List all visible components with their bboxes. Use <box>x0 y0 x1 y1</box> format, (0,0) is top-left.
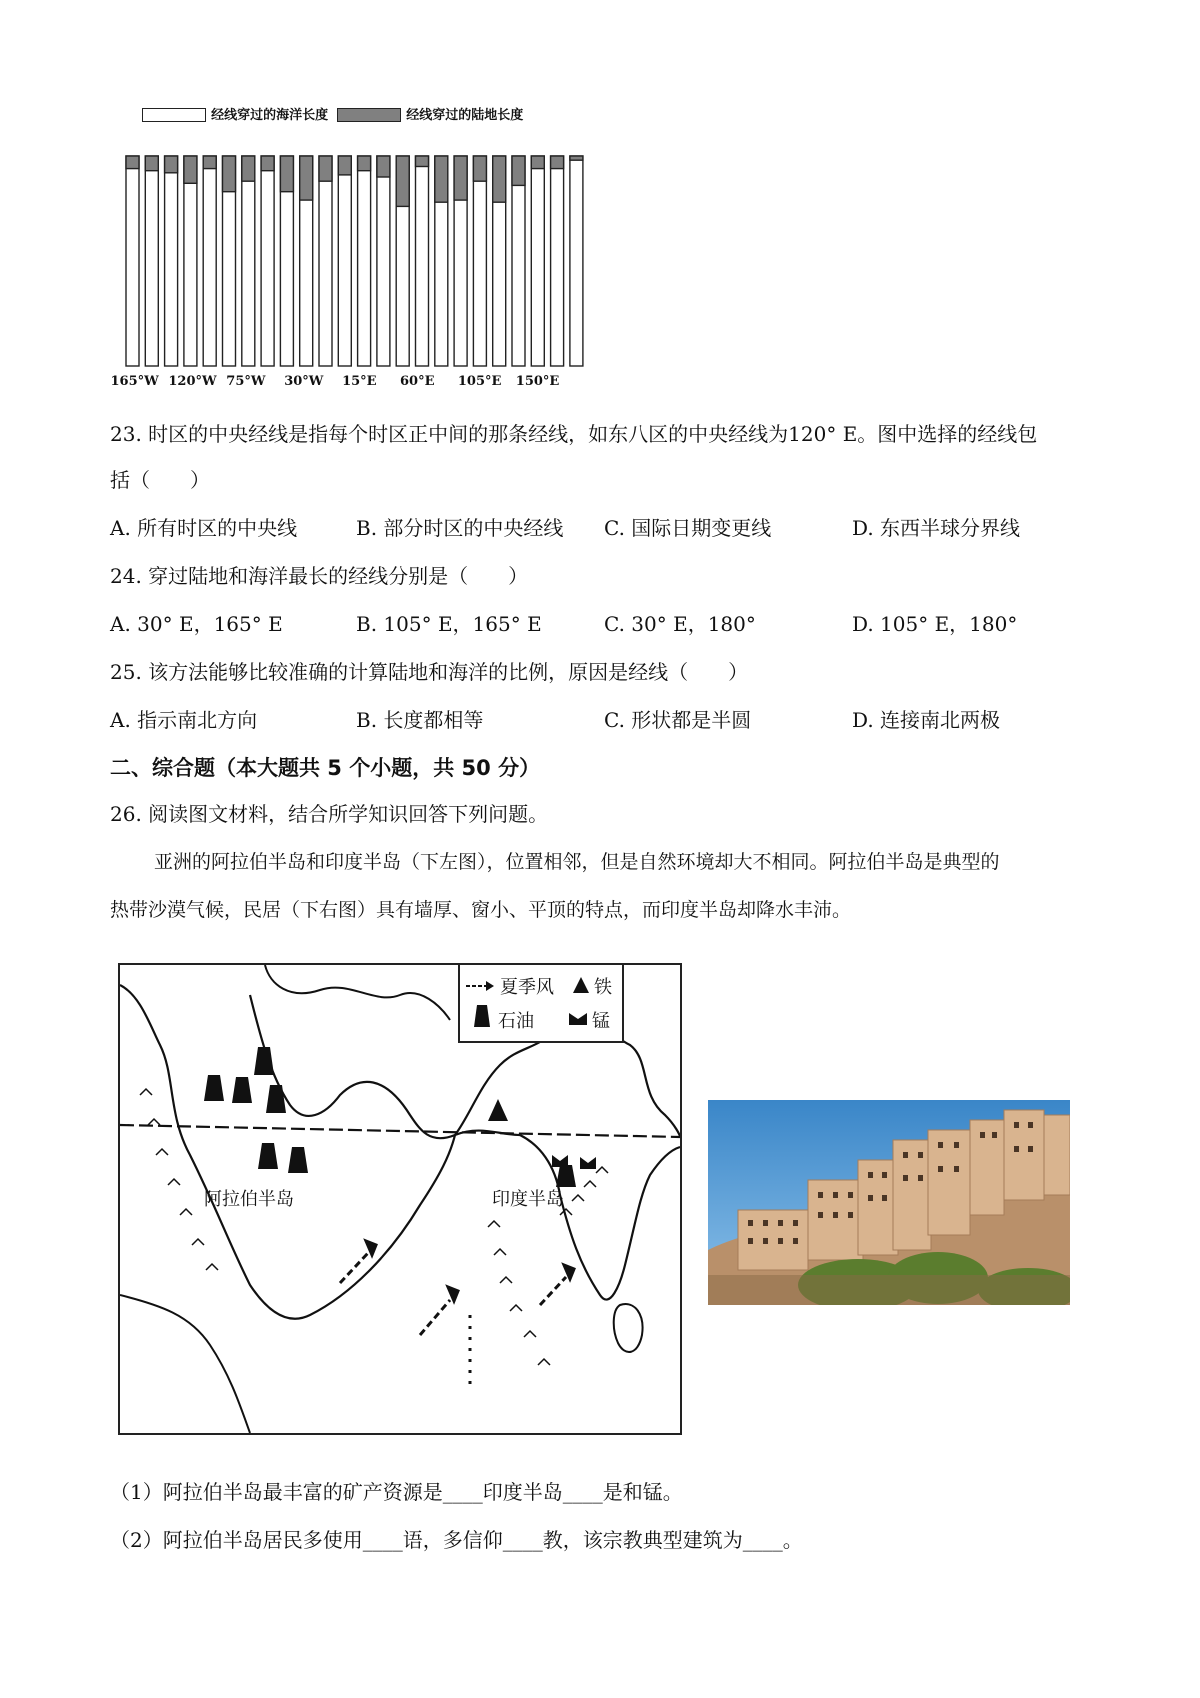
x-tick-label: 105°E <box>457 374 502 389</box>
question-25: 25. 该方法能够比较准确的计算陆地和海洋的比例，原因是经线（ ） <box>110 660 749 684</box>
meridian-bar-13 <box>358 156 371 366</box>
legend-swatch-ocean <box>142 108 206 122</box>
land-segment-17 <box>435 156 448 202</box>
meridian-bar-22 <box>531 156 544 366</box>
meridian-bar-14 <box>377 156 390 366</box>
meridian-bar-1 <box>126 156 139 366</box>
oil-legend-icon <box>474 1005 490 1027</box>
land-segment-7 <box>242 156 255 181</box>
meridian-bar-23 <box>551 156 564 366</box>
coastline-africa <box>120 1295 250 1433</box>
ocean-segment-14 <box>377 156 390 366</box>
land-segment-21 <box>512 156 525 185</box>
legend-iron: 铁 <box>594 977 612 998</box>
oil-symbols <box>204 1047 576 1187</box>
south-asia-map <box>118 963 682 1435</box>
ocean-segment-24 <box>570 156 583 366</box>
label-indian-peninsula: 印度半岛 <box>492 1189 564 1210</box>
meridian-bar-3 <box>165 156 178 366</box>
label-arabian-peninsula: 阿拉伯半岛 <box>204 1189 294 1210</box>
q24-option-b: B. 105° E，165° E <box>356 612 542 636</box>
ocean-segment-23 <box>551 156 564 366</box>
ocean-segment-7 <box>242 156 255 366</box>
ocean-segment-22 <box>531 156 544 366</box>
legend-label-ocean: 经线穿过的海洋长度 <box>211 108 329 123</box>
q24-option-d: D. 105° E，180° <box>852 612 1018 636</box>
meridian-bar-16 <box>416 156 429 366</box>
meridian-bar-4 <box>184 156 197 366</box>
q25-option-b: B. 长度都相等 <box>356 708 484 732</box>
meridian-bar-8 <box>261 156 274 366</box>
material-paragraph-line1: 亚洲的阿拉伯半岛和印度半岛（下左图），位置相邻，但是自然环境却大不相同。阿拉伯半岛是典型的 <box>154 851 1000 873</box>
land-segment-8 <box>261 156 274 171</box>
meridian-bar-9 <box>280 156 293 366</box>
land-segment-18 <box>454 156 467 200</box>
land-segment-3 <box>165 156 178 173</box>
manganese-legend-icon <box>568 1011 588 1025</box>
land-segment-6 <box>223 156 236 192</box>
land-segment-9 <box>280 156 293 192</box>
q24-option-c: C. 30° E，180° <box>604 612 756 636</box>
land-segment-4 <box>184 156 197 183</box>
ocean-segment-2 <box>145 156 158 366</box>
land-segment-14 <box>377 156 390 177</box>
legend-manganese: 锰 <box>592 1011 610 1032</box>
sub-question-2: （2）阿拉伯半岛居民多使用____语，多信仰____教，该宗教典型建筑为____。 <box>110 1528 803 1552</box>
x-tick-label: 165°W <box>110 374 159 389</box>
wind-legend-icon <box>466 979 496 993</box>
tropic-line <box>120 1125 680 1137</box>
ocean-segment-1 <box>126 156 139 366</box>
sri-lanka <box>614 1304 643 1352</box>
ocean-segment-12 <box>338 156 351 366</box>
x-tick-label: 15°E <box>342 374 377 389</box>
land-segment-10 <box>300 156 313 200</box>
meridian-bar-6 <box>223 156 236 366</box>
meridian-bar-5 <box>203 156 216 366</box>
meridian-bar-17 <box>435 156 448 366</box>
coastline-north <box>265 965 450 1020</box>
meridian-bar-11 <box>319 156 332 366</box>
ocean-segment-21 <box>512 156 525 366</box>
land-segment-12 <box>338 156 351 175</box>
meridian-bar-15 <box>396 156 409 366</box>
ocean-segment-16 <box>416 156 429 366</box>
land-segment-13 <box>358 156 371 171</box>
legend-summer-monsoon: 夏季风 <box>500 977 554 998</box>
x-tick-label: 75°W <box>226 374 266 389</box>
q24-option-a: A. 30° E，165° E <box>110 612 283 636</box>
x-tick-label: 60°E <box>400 374 435 389</box>
question-26: 26. 阅读图文材料，结合所学知识回答下列问题。 <box>110 802 549 826</box>
ocean-segment-3 <box>165 156 178 366</box>
land-segment-16 <box>416 156 429 167</box>
meridian-bar-12 <box>338 156 351 366</box>
material-paragraph-line2: 热带沙漠气候，民居（下右图）具有墙厚、窗小、平顶的特点，而印度半岛却降水丰沛。 <box>110 899 852 921</box>
meridian-bar-10 <box>300 156 313 366</box>
meridian-bar-7 <box>242 156 255 366</box>
iron-legend-icon <box>572 975 590 995</box>
legend-oil: 石油 <box>498 1011 534 1032</box>
q25-option-a: A. 指示南北方向 <box>110 708 258 732</box>
meridian-bar-19 <box>473 156 486 366</box>
q23-option-a: A. 所有时区的中央线 <box>110 516 298 540</box>
meridian-bar-chart <box>110 150 610 372</box>
x-tick-label: 150°E <box>515 374 560 389</box>
x-tick-label: 120°W <box>168 374 217 389</box>
q23-option-d: D. 东西半球分界线 <box>852 516 1021 540</box>
x-tick-labels <box>0 374 620 394</box>
land-segment-19 <box>473 156 486 181</box>
ocean-segment-19 <box>473 156 486 366</box>
manganese-symbols <box>552 1155 596 1169</box>
q25-option-c: C. 形状都是半圆 <box>604 708 752 732</box>
ocean-segment-8 <box>261 156 274 366</box>
meridian-bar-21 <box>512 156 525 366</box>
question-23-line2: 括（ ） <box>110 468 210 492</box>
q25-option-d: D. 连接南北两极 <box>852 708 1001 732</box>
land-segment-20 <box>493 156 506 202</box>
land-segment-22 <box>531 156 544 169</box>
land-segment-5 <box>203 156 216 169</box>
arabian-dwelling-photo <box>708 1100 1070 1305</box>
meridian-bar-18 <box>454 156 467 366</box>
legend-swatch-land <box>337 108 401 122</box>
ocean-segment-4 <box>184 156 197 366</box>
coastline-west <box>120 985 455 1319</box>
ocean-segment-11 <box>319 156 332 366</box>
dwelling-illustration <box>708 1100 1070 1305</box>
meridian-bar-2 <box>145 156 158 366</box>
meridian-bar-24 <box>570 156 583 366</box>
land-segment-23 <box>551 156 564 169</box>
q23-option-c: C. 国际日期变更线 <box>604 516 772 540</box>
map-legend <box>458 963 624 1043</box>
ocean-segment-5 <box>203 156 216 366</box>
q23-option-b: B. 部分时区的中央经线 <box>356 516 564 540</box>
land-segment-15 <box>396 156 409 206</box>
land-segment-24 <box>570 156 583 160</box>
meridian-bar-20 <box>493 156 506 366</box>
legend-label-land: 经线穿过的陆地长度 <box>406 108 524 123</box>
sub-question-1: （1）阿拉伯半岛最丰富的矿产资源是____印度半岛____是和锰。 <box>110 1480 683 1504</box>
land-segment-1 <box>126 156 139 169</box>
section-2-title: 二、综合题（本大题共 5 个小题，共 50 分） <box>110 756 541 780</box>
x-tick-label: 30°W <box>284 374 324 389</box>
question-23-line1: 23. 时区的中央经线是指每个时区正中间的那条经线，如东八区的中央经线为120° E。图中选择的经线包 <box>110 422 1038 446</box>
iron-symbol <box>488 1099 508 1121</box>
land-segment-2 <box>145 156 158 171</box>
chart-legend <box>142 104 523 123</box>
question-24: 24. 穿过陆地和海洋最长的经线分别是（ ） <box>110 564 529 588</box>
ocean-segment-13 <box>358 156 371 366</box>
land-segment-11 <box>319 156 332 181</box>
